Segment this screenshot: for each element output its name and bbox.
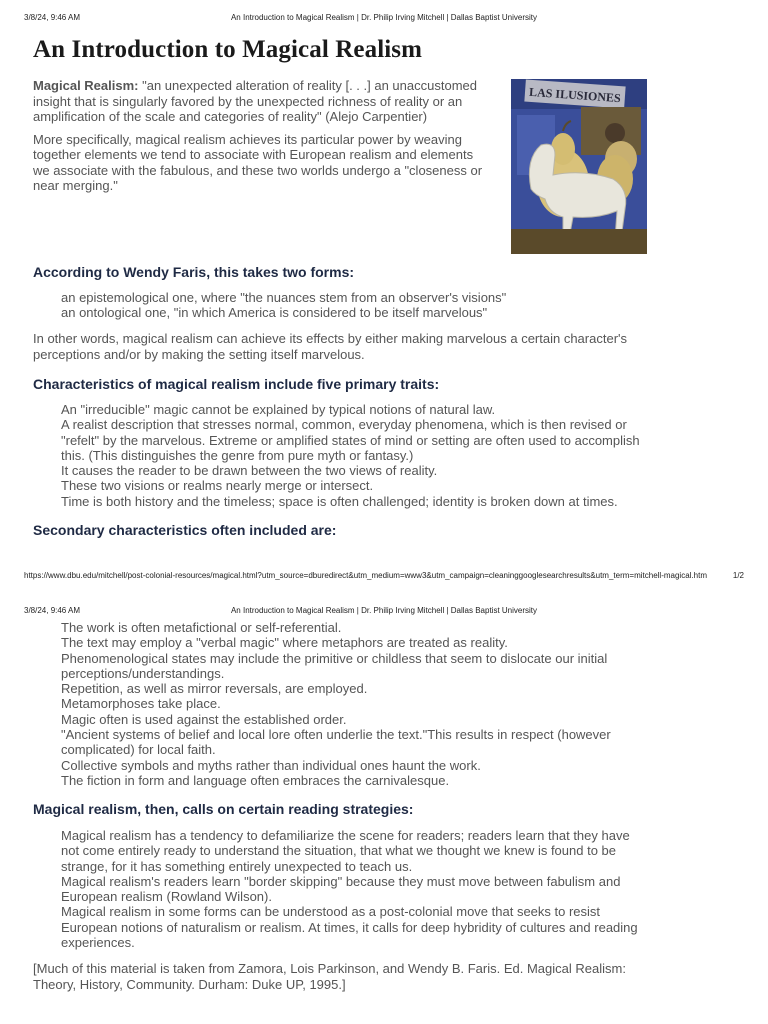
source-note: [Much of this material is taken from Zamora, Lois Parkinson, and Wendy B. Faris. Ed. Magical Realism: Theory, History, Community. Durham: Duke UP, 1995.]: [33, 961, 626, 992]
definition-text: "an unexpected alteration of reality [. . .] an unaccustomed insight that is singularly favored by the unexpected richness of reality or an amplification of the scale and categories of reality" (Alejo Carpentier): [33, 78, 477, 124]
list-item: It causes the reader to be drawn between the two views of reality.: [61, 463, 438, 479]
list-item: Magical realism in some forms can be understood as a post-colonial move that seeks to resist European notions of naturalism or realism. At times, it calls for deep hybridity of cultures and reading experiences.: [61, 904, 638, 951]
painting-sign-text: LAS ILUSIONES: [528, 84, 622, 106]
list-item: Time is both history and the timeless; space is often challenged; identity is broken down at times.: [61, 493, 618, 509]
list-item: Magical realism has a tendency to defamiliarize the scene for readers; readers learn that they have not come entirely ready to understand the situation, that what we thought we knew is found to be strange, for it has something entirely unexpected to teach us.: [61, 828, 630, 874]
print-title: An Introduction to Magical Realism | Dr. Philip Irving Mitchell | Dallas Baptist University: [230, 13, 538, 22]
secondary-traits-list: [61, 620, 651, 788]
painting-illustration: [511, 79, 647, 254]
list-item: an ontological one, "in which America is considered to be itself marvelous": [61, 305, 488, 321]
list-item: The work is often metafictional or self-referential.: [61, 620, 342, 635]
print-footer: [24, 571, 744, 583]
primary-traits-heading: Characteristics of magical realism include five primary traits:: [33, 376, 440, 392]
list-item: Collective symbols and myths rather than individual ones haunt the work.: [61, 757, 481, 773]
faris-heading: According to Wendy Faris, this takes two forms:: [33, 264, 355, 280]
print-header-page-2: [24, 606, 744, 618]
print-title: An Introduction to Magical Realism | Dr. Philip Irving Mitchell | Dallas Baptist University: [230, 606, 538, 615]
print-date: 3/8/24, 9:46 AM: [24, 606, 81, 615]
list-item: The text may employ a "verbal magic" where metaphors are treated as reality.: [61, 635, 508, 651]
list-item: The fiction in form and language often embraces the carnivalesque.: [61, 772, 450, 788]
list-item: An "irreducible" magic cannot be explained by typical notions of natural law.: [61, 402, 496, 417]
list-item: Magic often is used against the established order.: [61, 711, 347, 727]
page-title: An Introduction to Magical Realism: [33, 36, 423, 63]
faris-summary: In other words, magical realism can achieve its effects by either making marvelous a certain character's perceptions and/or by making the setting itself marvelous.: [33, 331, 628, 362]
definition-paragraph: [33, 78, 493, 125]
faris-forms-list: [61, 290, 651, 321]
print-date: 3/8/24, 9:46 AM: [24, 13, 81, 22]
list-item: Repetition, as well as mirror reversals, are employed.: [61, 681, 368, 697]
list-item: A realist description that stresses normal, common, everyday phenomena, which is then revised or "refelt" by the marvelous. Extreme or amplified states of mind or setting are often used to accomplish this. (This distinguishes the genre from pure myth or fantasy.): [61, 417, 640, 463]
list-item: "Ancient systems of belief and local lore often underlie the text."This results in respect (however complicated) for local faith.: [61, 727, 611, 758]
strategies-list: [61, 828, 651, 950]
painting-ground: [511, 229, 647, 254]
print-header: [24, 13, 744, 25]
secondary-heading: Secondary characteristics often included are:: [33, 522, 337, 538]
painting-figure-head: [605, 123, 625, 143]
definition-term: Magical Realism:: [33, 78, 139, 93]
painting-image: [511, 79, 647, 254]
list-item: Magical realism's readers learn "border skipping" because they must move between fabulism and European realism (Rowland Wilson).: [61, 873, 621, 905]
page-number: 1/2: [732, 571, 744, 580]
list-item: an epistemological one, where "the nuances stem from an observer's visions": [61, 290, 507, 305]
intro-paragraph: More specifically, magical realism achieves its particular power by weaving together elements we tend to associate with European realism and elements we associate with the fabulous, and these two worlds undergo a "closeness or near merging.": [33, 131, 483, 193]
list-item: Metamorphoses take place.: [61, 696, 221, 712]
intro-section: [33, 78, 493, 201]
list-item: Phenomenological states may include the primitive or childless that seem to dislocate our initial perceptions/understandings.: [61, 650, 608, 681]
print-url: https://www.dbu.edu/mitchell/post-colonial-resources/magical.html?utm_source=dburedirect&utm_medium=www3&utm_campaign=cleaninggooglesearchresults&utm_term=mitchell-magical.htm: [24, 571, 707, 580]
primary-traits-list: [61, 402, 651, 509]
list-item: These two visions or realms nearly merge or intersect.: [61, 478, 374, 494]
strategies-heading: Magical realism, then, calls on certain reading strategies:: [33, 801, 414, 817]
